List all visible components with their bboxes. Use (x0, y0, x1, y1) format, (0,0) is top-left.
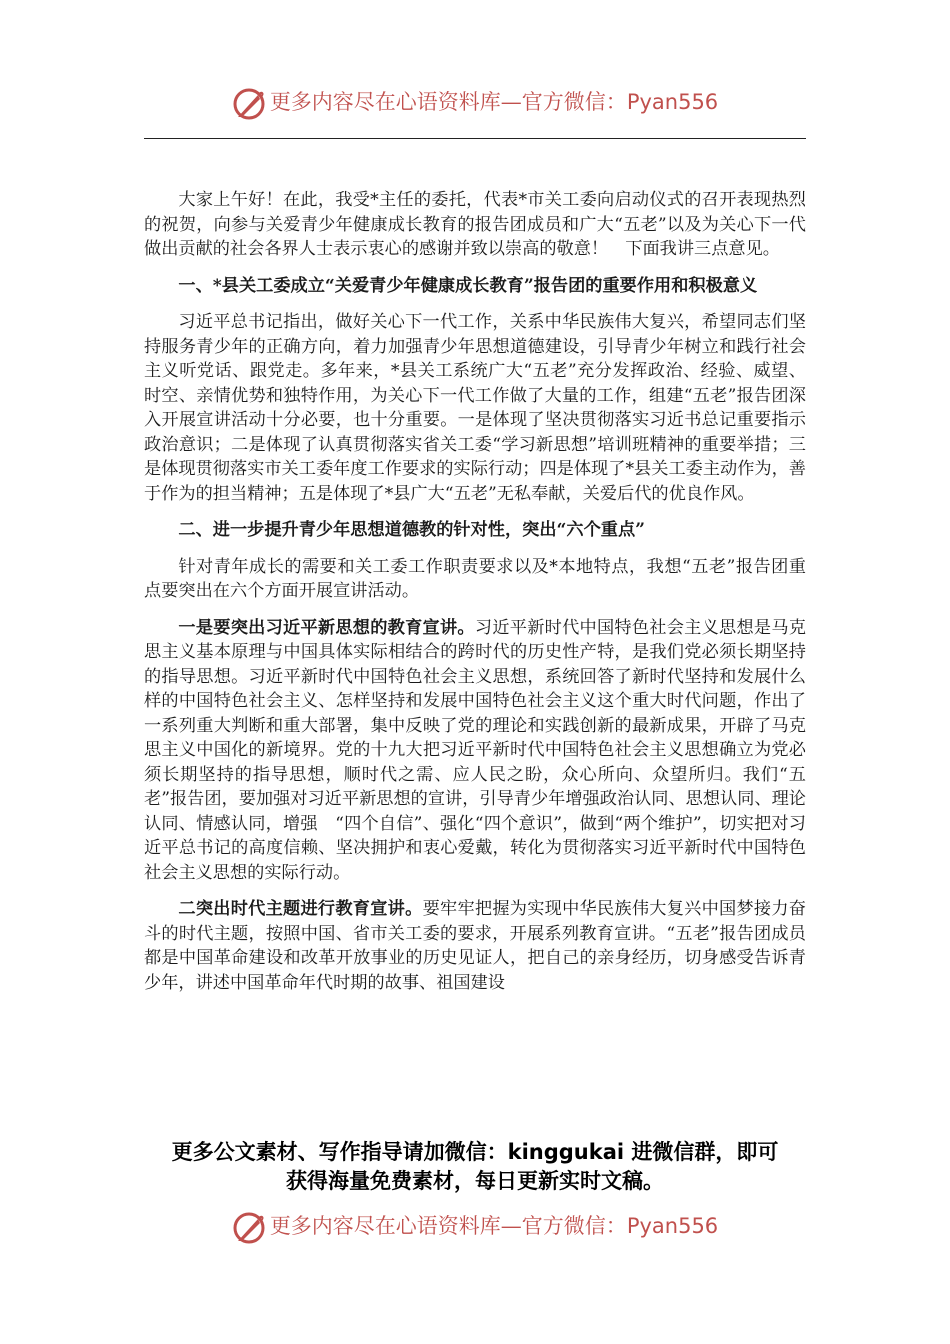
header-banner (0, 86, 950, 121)
point-2-lead: 二突出时代主题进行教育宣讲。 (178, 899, 423, 919)
promo-line-2: 获得海量免费素材，每日更新实时文稿。 (286, 1169, 664, 1193)
point-1-lead: 一是要突出习近平新思想的教育宣讲。 (178, 617, 475, 638)
paragraph-point-1 (144, 616, 806, 886)
paragraph-section-2-intro: 针对青年成长的需要和关工委工作职责要求以及*本地特点，我想“五老”报告团重点要突出在六个方面开展宣讲活动。 (144, 556, 806, 601)
section-heading-2: 二、进一步提升青少年思想道德教的针对性，突出“六个重点” (178, 520, 646, 540)
point-1-body: 习近平新时代中国特色社会主义思想是马克思主义基本原理与中国具体实际相结合的跨时代的历史性产特，是我们党必须长期坚持的指导思想。习近平新时代中国特色社会主义思想，系统回答了新时代坚持和发展什么样的中国特色社会主义、怎样坚持和发展中国特色社会主义这个重大时代问题，作出了一系列重大判断和重大部署，集中反映了党的理论和实践创新的最新成果，开辟了马克思主义中国化的新境界。党的十九大把习近平新时代中国特色社会主义思想确立为党必须长期坚持的指导思想，顺时代之需、应人民之盼，众心所向、众望所归。我们“五老”报告团，要加强对习近平新思想的宣讲，引导青少年增强政治认同、思想认同、理论认同、情感认同，增强 “四个自信”、强化“四个意识”，做到“两个维护”，切实把对习近平总书记的高度信赖、坚决拥护和衷心爱戴，转化为贯彻落实习近平新时代中国特色社会主义思想的实际行动。 (144, 617, 806, 883)
document-body (144, 188, 806, 1007)
header-banner-text: 更多内容尽在心语资料库—官方微信： (269, 90, 627, 114)
paragraph-opening: 大家上午好！在此，我受*主任的委托，代表*市关工委向启动仪式的召开表现热烈的祝贺，向参与关爱青少年健康成长教育的报告团成员和广大“五老”以及为关心下一代做出贡献的社会各界人士表示衷心的感谢并致以崇高的敬意！ 下面我讲三点意见。 (144, 190, 806, 259)
point-2-body: 要牢牢把握为实现中华民族伟大复兴中国梦接力奋斗的时代主题，按照中国、省市关工委的要求，开展系列教育宣讲。“五老”报告团成员都是中国革命建设和改革开放事业的历史见证人，把自己的亲身经历，切身感受告诉青少年，讲述中国革命年代时期的故事、祖国建设 (144, 899, 806, 993)
promo-notice (0, 1138, 950, 1196)
quill-logo-icon (232, 1211, 266, 1245)
section-heading-1: 一、*县关工委成立“关爱青少年健康成长教育”报告团的重要作用和积极意义 (178, 275, 758, 296)
footer-banner (0, 1210, 950, 1245)
promo-line-1: 更多公文素材、写作指导请加微信：kinggukai 进微信群，即可 (171, 1140, 779, 1164)
footer-banner-text: 更多内容尽在心语资料库—官方微信： (269, 1214, 627, 1238)
quill-logo-icon (232, 87, 266, 121)
header-rule (144, 138, 806, 139)
header-wechat-id: Pyan556 (626, 90, 719, 114)
paragraph-section-1: 习近平总书记指出，做好关心下一代工作，关系中华民族伟大复兴，希望同志们坚持服务青少年的正确方向，着力加强青少年思想道德建设，引导青少年树立和践行社会主义听党话、跟党走。多年来，*县关工系统广大“五老”充分发挥政治、经验、威望、时空、亲情优势和独特作用，为关心下一代工作做了大量的工作，组建“五老”报告团深入开展宣讲活动十分必要，也十分重要。一是体现了坚决贯彻落实习近书总记重要指示政治意识；二是体现了认真贯彻落实省关工委“学习新思想”培训班精神的重要举措；三是体现贯彻落实市关工委年度工作要求的实际行动；四是体现了*县关工委主动作为，善于作为的担当精神；五是体现了*县广大“五老”无私奉献，关爱后代的优良作风。 (144, 312, 806, 504)
footer-wechat-id: Pyan556 (626, 1214, 719, 1238)
paragraph-point-2 (144, 897, 806, 995)
